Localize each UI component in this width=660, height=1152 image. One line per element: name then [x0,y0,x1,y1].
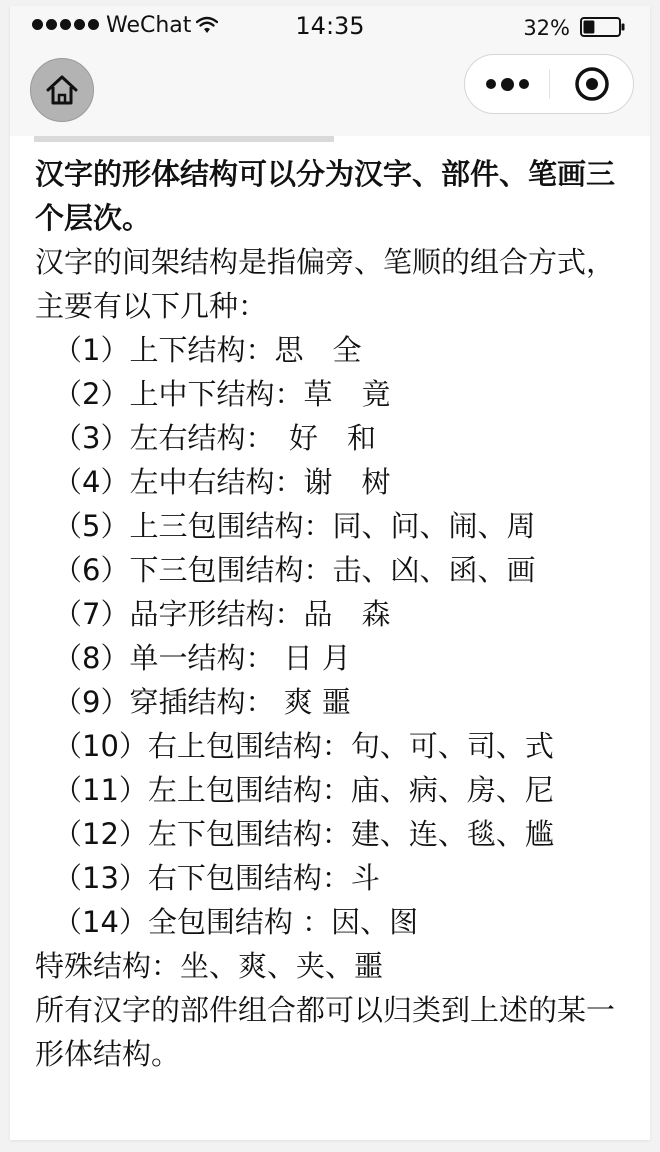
mini-program-nav-bar [10,46,650,136]
scroll-indicator [34,136,334,142]
battery-icon [580,17,626,37]
list-item: （9）穿插结构： 爽 噩 [53,685,351,719]
list-item: （6）下三包围结构：击、凶、函、画 [53,553,536,587]
more-dots-icon [486,79,496,89]
article-closing: 所有汉字的部件组合都可以归类到上述的某一形体结构。 [35,993,616,1071]
capsule-divider [549,69,550,99]
list-item: （4）左中右结构：谢 树 [53,465,391,499]
home-button[interactable] [30,58,94,122]
article-content [35,152,625,1076]
list-item: （5）上三包围结构：同、问、闹、周 [53,509,536,543]
status-bar [10,6,650,46]
list-item: （14）全包围结构 ：因、图 [53,905,419,939]
phone-screen [10,6,650,1140]
list-item: （12）左下包围结构：建、连、毯、尴 [53,817,554,851]
list-item: （1）上下结构：思 全 [53,333,362,367]
list-item: （11）左上包围结构：庙、病、房、尼 [53,773,554,807]
target-close-icon [574,66,610,102]
carrier-name: WeChat [106,13,192,38]
article-heading: 汉字的形体结构可以分为汉字、部件、笔画三个层次。 [35,157,616,235]
home-icon [45,74,79,106]
more-button[interactable] [465,55,549,113]
status-time: 14:35 [295,12,365,40]
list-item: （2）上中下结构：草 竟 [53,377,391,411]
close-button[interactable] [551,55,633,113]
battery-percentage: 32% [523,16,570,40]
list-item: （7）品字形结构：品 森 [53,597,391,631]
capsule-menu [464,54,634,114]
special-structure-line: 特殊结构：坐、爽、夹、噩 [35,949,384,983]
article-intro: 汉字的间架结构是指偏旁、笔顺的组合方式，主要有以下几种： [35,245,616,323]
list-item: （10）右上包围结构：句、可、司、式 [53,729,554,763]
list-item: （3）左右结构： 好 和 [53,421,376,455]
list-item: （13）右下包围结构：斗 [53,861,380,895]
list-item: （8）单一结构： 日 月 [53,641,351,675]
